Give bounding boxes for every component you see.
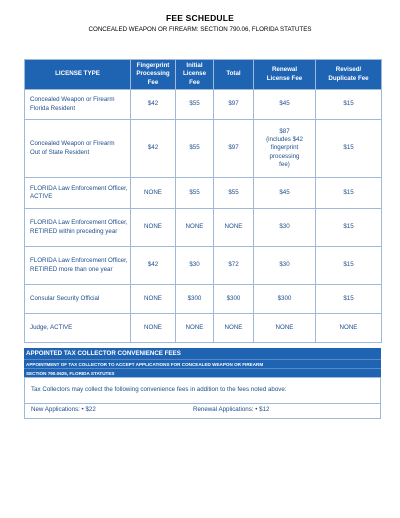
table-row bbox=[25, 285, 382, 314]
divider bbox=[25, 403, 380, 404]
fee-table bbox=[24, 59, 382, 343]
cell-renewal-fee: $30 bbox=[254, 209, 316, 247]
col-header-revised: Revised/ Duplicate Fee bbox=[316, 60, 382, 90]
cell-total: $97 bbox=[214, 120, 254, 178]
cell-license-type: FLORIDA Law Enforcement Officer, RETIRED within preceding year bbox=[25, 209, 131, 247]
cell-renewal-fee: $30 bbox=[254, 247, 316, 285]
page-title: FEE SCHEDULE bbox=[165, 13, 235, 23]
convenience-subheading: APPOINTMENT OF TAX COLLECTOR TO ACCEPT APPLICATIONS FOR CONCEALED WEAPON OR FIREARM bbox=[24, 359, 381, 368]
renewal-applications-fee: Renewal Applications: • $12 bbox=[193, 406, 270, 413]
cell-fingerprint-fee: $42 bbox=[131, 90, 176, 120]
table-row bbox=[25, 120, 382, 178]
col-header-initial: Initial License Fee bbox=[176, 60, 214, 90]
cell-license-type: Concealed Weapon or Firearm Out of State Resident bbox=[25, 120, 131, 178]
cell-initial-fee: $300 bbox=[176, 285, 214, 314]
col-header-fingerprint: Fingerprint Processing Fee bbox=[131, 60, 176, 90]
new-applications-fee: New Applications: • $22 bbox=[31, 406, 96, 413]
cell-initial-fee: NONE bbox=[176, 209, 214, 247]
cell-license-type: FLORIDA Law Enforcement Officer, RETIRED more than one year bbox=[25, 247, 131, 285]
cell-initial-fee: $30 bbox=[176, 247, 214, 285]
cell-revised-fee: $15 bbox=[316, 90, 382, 120]
cell-initial-fee: $55 bbox=[176, 90, 214, 120]
cell-revised-fee: $15 bbox=[316, 120, 382, 178]
cell-license-type: Consular Security Official bbox=[25, 285, 131, 314]
cell-fingerprint-fee: NONE bbox=[131, 314, 176, 343]
cell-total: $55 bbox=[214, 178, 254, 209]
cell-fingerprint-fee: NONE bbox=[131, 209, 176, 247]
cell-revised-fee: $15 bbox=[316, 285, 382, 314]
table-row bbox=[25, 178, 382, 209]
cell-total: $97 bbox=[214, 90, 254, 120]
cell-renewal-fee: $300 bbox=[254, 285, 316, 314]
table-row bbox=[25, 247, 382, 285]
cell-revised-fee: $15 bbox=[316, 247, 382, 285]
table-row bbox=[25, 209, 382, 247]
cell-fingerprint-fee: $42 bbox=[131, 120, 176, 178]
cell-initial-fee: NONE bbox=[176, 314, 214, 343]
convenience-section: SECTION 790.0625, FLORIDA STATUTES bbox=[24, 368, 381, 377]
col-header-total: Total bbox=[214, 60, 254, 90]
col-header-license-type: LICENSE TYPE bbox=[25, 60, 131, 90]
cell-fingerprint-fee: NONE bbox=[131, 285, 176, 314]
cell-fingerprint-fee: NONE bbox=[131, 178, 176, 209]
convenience-fees-box bbox=[24, 377, 381, 419]
cell-total: $72 bbox=[214, 247, 254, 285]
cell-renewal-fee: $87 (includes $42 fingerprint processing fee) bbox=[254, 120, 316, 178]
cell-revised-fee: $15 bbox=[316, 209, 382, 247]
cell-initial-fee: $55 bbox=[176, 120, 214, 178]
cell-license-type: Judge, ACTIVE bbox=[25, 314, 131, 343]
page-subtitle: CONCEALED WEAPON OR FIREARM: SECTION 790.06, FLORIDA STATUTES bbox=[88, 26, 312, 33]
cell-renewal-fee: $45 bbox=[254, 178, 316, 209]
cell-total: NONE bbox=[214, 314, 254, 343]
cell-revised-fee: $15 bbox=[316, 178, 382, 209]
convenience-heading: APPOINTED TAX COLLECTOR CONVENIENCE FEES bbox=[24, 348, 381, 359]
cell-license-type: Concealed Weapon or Firearm Florida Resident bbox=[25, 90, 131, 120]
convenience-note: Tax Collectors may collect the following convenience fees in addition to the fees noted above: bbox=[31, 386, 287, 393]
table-header-row bbox=[25, 60, 382, 90]
cell-fingerprint-fee: $42 bbox=[131, 247, 176, 285]
cell-revised-fee: NONE bbox=[316, 314, 382, 343]
cell-total: $300 bbox=[214, 285, 254, 314]
cell-total: NONE bbox=[214, 209, 254, 247]
cell-renewal-fee: NONE bbox=[254, 314, 316, 343]
col-header-renewal: Renewal License Fee bbox=[254, 60, 316, 90]
cell-initial-fee: $55 bbox=[176, 178, 214, 209]
table-row bbox=[25, 90, 382, 120]
table-row bbox=[25, 314, 382, 343]
cell-license-type: FLORIDA Law Enforcement Officer, ACTIVE bbox=[25, 178, 131, 209]
cell-renewal-fee: $45 bbox=[254, 90, 316, 120]
